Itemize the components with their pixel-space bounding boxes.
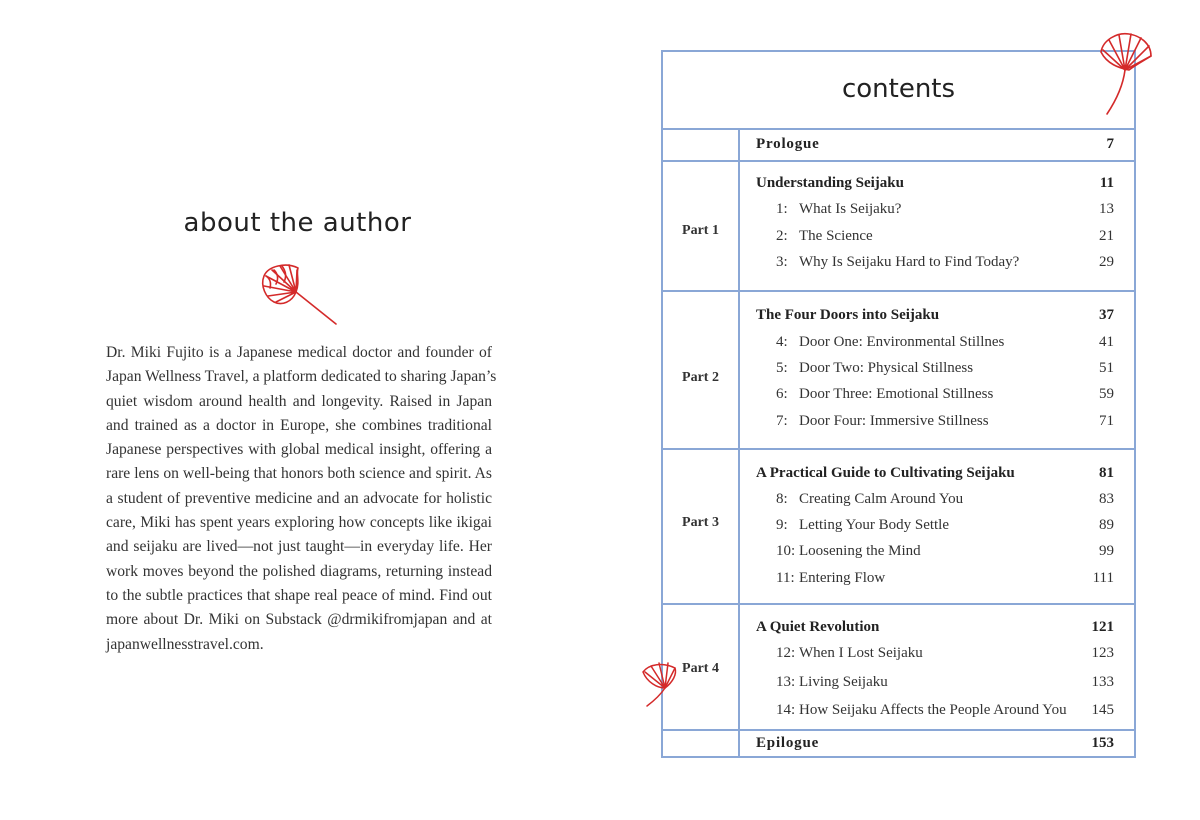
chapter-page: 89	[1099, 517, 1114, 533]
toc-entry-page: 11	[1099, 175, 1114, 191]
chapter-title: Creating Calm Around You	[799, 491, 964, 507]
ginkgo-leaf-icon	[252, 262, 344, 332]
part-label: Part 4	[682, 661, 719, 676]
toc-entry-page: 37	[1099, 307, 1114, 323]
chapter-page: 123	[1091, 645, 1114, 661]
toc-chapter-1[interactable]	[756, 201, 1114, 225]
chapter-title: When I Lost Seijaku	[799, 645, 923, 661]
toc-chapter-11[interactable]	[756, 570, 1114, 594]
part-label: Part 2	[682, 370, 719, 385]
chapter-number: 9:	[776, 517, 788, 533]
chapter-title: Loosening the Mind	[799, 543, 921, 559]
chapter-number: 14:	[776, 702, 796, 718]
toc-chapter-6[interactable]	[756, 386, 1114, 410]
chapter-number: 8:	[776, 491, 788, 507]
part-column	[663, 130, 740, 160]
chapter-number: 6:	[776, 386, 788, 402]
toc-chapter-13[interactable]	[756, 674, 1114, 698]
bio-line: Japanese perspectives with global medical insight, offering a	[106, 441, 492, 459]
part-label: Part 1	[682, 223, 719, 238]
toc-entry-title: Prologue	[756, 136, 820, 152]
toc-chapter-9[interactable]	[756, 517, 1114, 541]
bio-line: Dr. Miki Fujito is a Japanese medical doctor and founder of	[106, 344, 492, 361]
toc-part-2-section	[663, 292, 1134, 450]
chapter-number: 13:	[776, 674, 796, 690]
toc-chapter-12[interactable]	[756, 645, 1114, 669]
toc-chapter-7[interactable]	[756, 413, 1114, 437]
part-column	[663, 292, 740, 448]
chapter-page: 13	[1099, 201, 1114, 217]
bio-line: to the subtle practices that shape real peace of mind. Find out	[106, 586, 492, 604]
toc-entry-title: A Quiet Revolution	[756, 619, 880, 635]
toc-chapter-14[interactable]	[756, 702, 1114, 726]
ginkgo-leaf-icon	[637, 660, 683, 708]
chapter-page: 51	[1099, 360, 1114, 376]
chapter-page: 41	[1099, 334, 1114, 350]
toc-part-1-section	[663, 162, 1134, 292]
toc-prologue-section	[663, 130, 1134, 162]
bio-line: rare lens on well-being that honors both science and spirit. As	[106, 465, 492, 483]
bio-line: care, Miki has spent years exploring how concepts like ikigai	[106, 514, 492, 532]
chapter-title: Door Three: Emotional Stillness	[799, 386, 994, 402]
chapter-title: Entering Flow	[799, 570, 886, 586]
toc-epilogue-section	[663, 731, 1134, 756]
part-column	[663, 731, 740, 756]
chapter-page: 111	[1092, 570, 1114, 586]
part-column	[663, 450, 740, 603]
chapter-title: Why Is Seijaku Hard to Find Today?	[799, 254, 1020, 270]
chapter-title: What Is Seijaku?	[799, 201, 902, 217]
contents-header	[663, 52, 1134, 130]
toc-entry-page: 153	[1091, 735, 1114, 751]
toc-chapter-8[interactable]	[756, 491, 1114, 515]
chapter-title: How Seijaku Affects the People Around You	[799, 702, 1067, 718]
chapter-title: Door Two: Physical Stillness	[799, 360, 974, 376]
chapter-number: 2:	[776, 228, 788, 244]
bio-line: quiet wisdom around health and longevity. Raised in Japan	[106, 392, 492, 410]
toc-entry-part-2[interactable]	[756, 307, 1114, 331]
toc-part-4-section	[663, 605, 1134, 731]
bio-line: more about Dr. Miki on Substack @drmikifromjapan and at	[106, 611, 492, 629]
chapter-number: 4:	[776, 334, 788, 350]
bio-line: japanwellnesstravel.com.	[106, 635, 264, 653]
toc-entry-part-3[interactable]	[756, 465, 1114, 489]
bio-line: and seijaku are lived—not just taught—in everyday life. Her	[106, 538, 492, 556]
toc-chapter-2[interactable]	[756, 228, 1114, 252]
toc-entry-part-1[interactable]	[756, 175, 1114, 199]
toc-entry-title: Understanding Seijaku	[756, 175, 904, 191]
chapter-number: 1:	[776, 201, 788, 217]
about-title: about the author	[183, 208, 412, 238]
chapter-page: 145	[1091, 702, 1114, 718]
chapter-number: 10:	[776, 543, 796, 559]
chapter-title: Living Seijaku	[799, 674, 888, 690]
toc-part-3-section	[663, 450, 1134, 605]
bio-line: a student of preventive medicine and an advocate for holistic	[106, 489, 492, 507]
chapter-number: 7:	[776, 413, 788, 429]
toc-entry-title: A Practical Guide to Cultivating Seijaku	[756, 465, 1015, 481]
chapter-page: 71	[1099, 413, 1114, 429]
toc-entry-epilogue[interactable]	[756, 735, 1114, 759]
toc-chapter-3[interactable]	[756, 254, 1114, 278]
chapter-title: The Science	[799, 228, 873, 244]
chapter-number: 12:	[776, 645, 796, 661]
toc-entry-part-4[interactable]	[756, 619, 1114, 643]
chapter-page: 83	[1099, 491, 1114, 507]
toc-chapter-4[interactable]	[756, 334, 1114, 358]
chapter-title: Door One: Environmental Stillnes	[799, 334, 1005, 350]
toc-entry-title: Epilogue	[756, 735, 820, 751]
toc-chapter-10[interactable]	[756, 543, 1114, 567]
part-column	[663, 162, 740, 290]
chapter-title: Letting Your Body Settle	[799, 517, 950, 533]
contents-table	[661, 50, 1136, 758]
toc-entry-page: 81	[1099, 465, 1114, 481]
ginkgo-leaf-icon	[1093, 30, 1155, 118]
chapter-page: 133	[1091, 674, 1114, 690]
author-bio	[106, 341, 497, 657]
bio-line: work moves beyond the polished diagrams, returning instead	[106, 562, 492, 580]
chapter-page: 21	[1099, 228, 1114, 244]
contents-title: contents	[841, 74, 956, 104]
chapter-number: 11:	[776, 570, 795, 586]
toc-entry-prologue[interactable]	[756, 136, 1114, 160]
chapter-page: 99	[1099, 543, 1114, 559]
chapter-page: 59	[1099, 386, 1114, 402]
bio-line: Japan Wellness Travel, a platform dedicated to sharing Japan’s	[106, 368, 497, 386]
chapter-page: 29	[1099, 254, 1114, 270]
bio-line: and trained as a doctor in Europe, she combines traditional	[106, 416, 492, 434]
chapter-number: 3:	[776, 254, 788, 270]
toc-chapter-5[interactable]	[756, 360, 1114, 384]
toc-entry-page: 7	[1106, 136, 1114, 152]
toc-entry-page: 121	[1091, 619, 1114, 635]
chapter-title: Door Four: Immersive Stillness	[799, 413, 989, 429]
part-label: Part 3	[682, 515, 719, 530]
toc-entry-title: The Four Doors into Seijaku	[756, 307, 940, 323]
chapter-number: 5:	[776, 360, 788, 376]
